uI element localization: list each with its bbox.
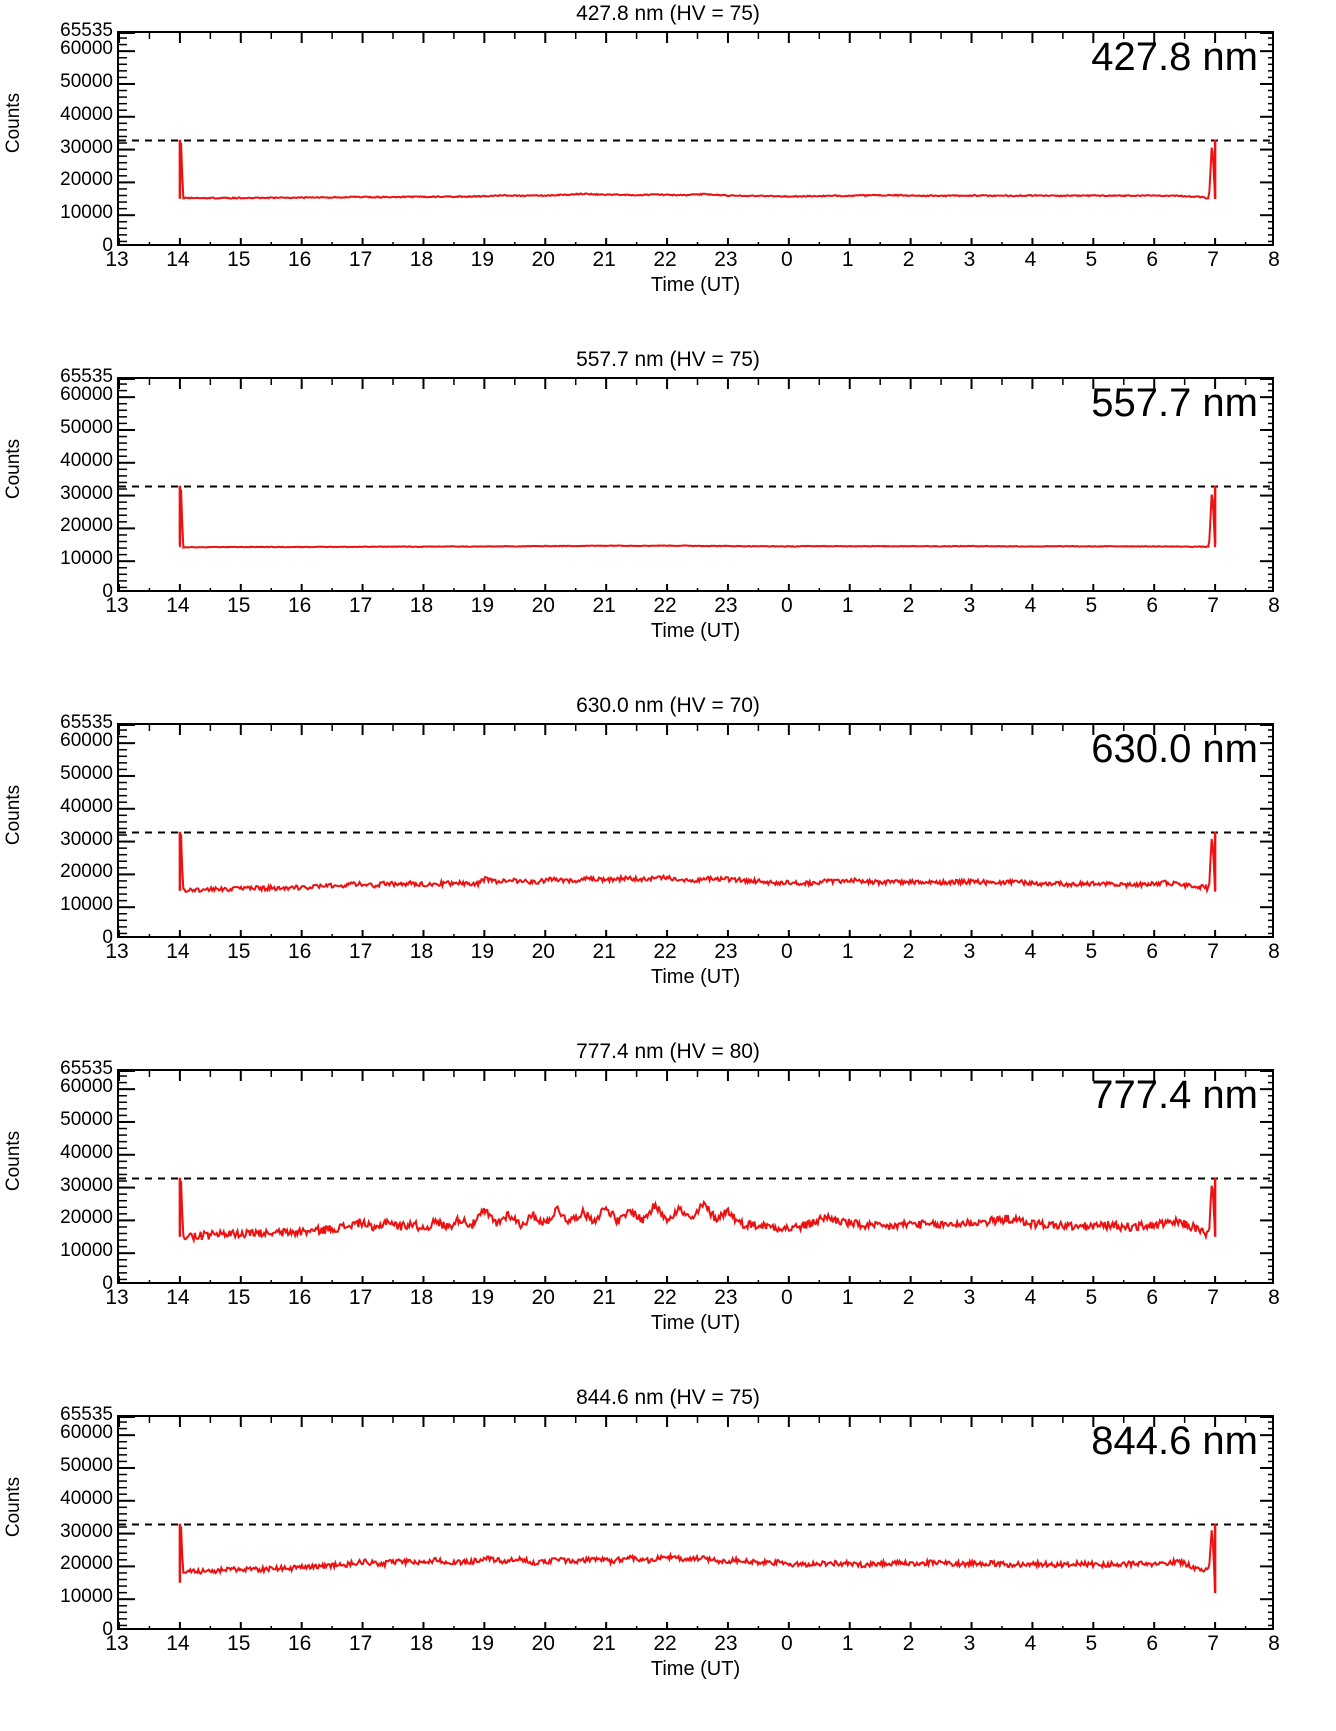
- y-axis-title-wrap: [3, 92, 26, 154]
- x-tick-label: 17: [348, 1286, 373, 1309]
- x-axis-title: Time (UT): [650, 1312, 741, 1334]
- y-tick-label: 50000: [60, 762, 113, 784]
- x-tick-label: 22: [653, 1632, 677, 1655]
- x-tick-label: 21: [592, 248, 616, 271]
- x-tick-label: 22: [653, 940, 677, 963]
- x-tick-label: 16: [287, 1286, 312, 1309]
- y-tick-label: 50000: [60, 1454, 113, 1476]
- x-tick-label: 14: [166, 594, 190, 617]
- x-tick-label: 2: [902, 1632, 915, 1655]
- x-tick-label: 14: [166, 1632, 190, 1655]
- y-tick-label: 10000: [60, 894, 113, 916]
- x-tick-label: 23: [714, 1286, 738, 1309]
- x-tick-label: 18: [409, 940, 434, 963]
- wavelength-annotation: 630.0 nm: [1091, 727, 1258, 771]
- x-tick-label: 14: [166, 940, 190, 963]
- y-tick-label: 65535: [60, 1058, 113, 1079]
- x-tick-label: 23: [714, 248, 738, 271]
- x-tick-label: 23: [714, 594, 738, 617]
- panel-title: 557.7 nm (HV = 75): [576, 348, 760, 371]
- y-axis-title-wrap: [3, 438, 26, 500]
- x-tick-label: 2: [902, 1286, 915, 1309]
- y-tick-label: 0: [102, 581, 113, 602]
- x-tick-label: 16: [287, 248, 312, 271]
- chart-panel: [0, 1038, 1336, 1384]
- x-tick-label: 7: [1207, 248, 1219, 271]
- y-tick-label: 30000: [60, 1174, 113, 1196]
- x-tick-label: 7: [1207, 940, 1219, 963]
- x-tick-label: 2: [902, 940, 915, 963]
- y-tick-label: 10000: [60, 548, 113, 570]
- panel-title: 777.4 nm (HV = 80): [576, 1040, 760, 1063]
- y-axis-title-wrap: [3, 784, 26, 846]
- data-line: [180, 1181, 1215, 1240]
- x-axis-title: Time (UT): [650, 274, 741, 296]
- x-tick-label: 19: [470, 594, 495, 617]
- x-tick-label: 0: [780, 1632, 793, 1655]
- y-tick-label: 40000: [60, 1141, 113, 1163]
- x-tick-label: 22: [653, 1286, 677, 1309]
- x-tick-label: 6: [1146, 940, 1159, 963]
- x-tick-label: 16: [287, 594, 312, 617]
- x-tick-label: 19: [470, 940, 495, 963]
- x-tick-label: 7: [1207, 594, 1219, 617]
- x-tick-label: 18: [409, 594, 434, 617]
- x-tick-label: 6: [1146, 248, 1159, 271]
- y-tick-label: 65535: [60, 1404, 113, 1425]
- data-line: [180, 834, 1215, 892]
- x-tick-label: 4: [1024, 940, 1037, 963]
- x-tick-label: 13: [105, 1632, 129, 1655]
- plot-frame: [117, 1069, 1274, 1284]
- x-tick-label: 16: [287, 940, 312, 963]
- x-tick-label: 19: [470, 248, 495, 271]
- x-tick-label: 20: [531, 248, 555, 271]
- x-tick-label: 18: [409, 1286, 434, 1309]
- y-tick-label: 30000: [60, 828, 113, 850]
- chart-panel: [0, 0, 1336, 346]
- x-tick-label: 4: [1024, 594, 1037, 617]
- y-tick-label: 20000: [60, 1553, 113, 1575]
- x-axis-ticks: [105, 248, 1280, 276]
- wavelength-annotation: 844.6 nm: [1091, 1419, 1258, 1463]
- y-axis-title-wrap: [3, 1476, 26, 1538]
- y-tick-label: 0: [102, 1619, 113, 1640]
- x-tick-label: 13: [105, 1286, 129, 1309]
- y-tick-label: 20000: [60, 861, 113, 883]
- wavelength-annotation: 777.4 nm: [1091, 1073, 1258, 1117]
- x-tick-label: 15: [227, 1632, 251, 1655]
- x-tick-label: 0: [780, 594, 793, 617]
- x-tick-label: 4: [1024, 1286, 1037, 1309]
- x-tick-label: 1: [841, 248, 854, 271]
- y-tick-label: 50000: [60, 70, 113, 92]
- x-tick-label: 2: [902, 248, 915, 271]
- wavelength-annotation: 427.8 nm: [1091, 35, 1258, 79]
- x-axis-title: Time (UT): [650, 966, 741, 988]
- x-axis-ticks: [105, 1632, 1280, 1660]
- x-tick-label: 18: [409, 248, 434, 271]
- y-axis-title: Counts: [3, 784, 24, 846]
- x-tick-label: 6: [1146, 1286, 1159, 1309]
- x-tick-label: 2: [902, 594, 915, 617]
- x-axis-ticks: [105, 594, 1280, 622]
- x-tick-label: 5: [1085, 594, 1098, 617]
- x-tick-label: 19: [470, 1632, 495, 1655]
- x-tick-label: 20: [531, 1286, 555, 1309]
- x-tick-label: 20: [531, 940, 555, 963]
- y-axis-title: Counts: [3, 1476, 24, 1538]
- x-tick-label: 14: [166, 1286, 190, 1309]
- plot-frame: [117, 377, 1274, 592]
- x-tick-label: 17: [348, 940, 373, 963]
- x-tick-label: 20: [531, 1632, 555, 1655]
- panel-title: 630.0 nm (HV = 70): [576, 694, 760, 717]
- y-tick-label: 0: [102, 927, 113, 948]
- y-tick-label: 0: [102, 1273, 113, 1294]
- x-tick-label: 3: [963, 248, 976, 271]
- y-tick-label: 60000: [60, 384, 113, 406]
- x-tick-label: 21: [592, 1286, 616, 1309]
- x-tick-label: 8: [1268, 1632, 1280, 1655]
- x-tick-label: 15: [227, 1286, 251, 1309]
- x-tick-label: 15: [227, 940, 251, 963]
- x-tick-label: 21: [592, 1632, 616, 1655]
- x-tick-label: 13: [105, 248, 129, 271]
- data-line: [180, 490, 1215, 548]
- y-tick-label: 40000: [60, 795, 113, 817]
- x-tick-label: 1: [841, 940, 854, 963]
- x-tick-label: 6: [1146, 1632, 1159, 1655]
- x-tick-label: 15: [227, 248, 251, 271]
- chart-panel: [0, 346, 1336, 692]
- x-axis-title: Time (UT): [650, 1658, 741, 1680]
- y-tick-label: 30000: [60, 1520, 113, 1542]
- y-tick-label: 60000: [60, 1422, 113, 1444]
- x-tick-label: 3: [963, 1632, 976, 1655]
- x-tick-label: 17: [348, 248, 373, 271]
- y-tick-label: 30000: [60, 136, 113, 158]
- x-tick-label: 23: [714, 940, 738, 963]
- x-tick-label: 3: [963, 594, 976, 617]
- y-tick-label: 60000: [60, 1076, 113, 1098]
- x-tick-label: 7: [1207, 1286, 1219, 1309]
- x-tick-label: 5: [1085, 1286, 1098, 1309]
- x-tick-label: 16: [287, 1632, 312, 1655]
- plot-frame: [117, 31, 1274, 246]
- x-tick-label: 23: [714, 1632, 738, 1655]
- chart-panel: [0, 1384, 1336, 1730]
- y-tick-label: 30000: [60, 482, 113, 504]
- x-tick-label: 15: [227, 594, 251, 617]
- x-tick-label: 17: [348, 594, 373, 617]
- panel-title: 427.8 nm (HV = 75): [576, 2, 760, 25]
- x-tick-label: 4: [1024, 1632, 1037, 1655]
- y-tick-label: 65535: [60, 20, 113, 41]
- x-axis-ticks: [105, 940, 1280, 968]
- x-tick-label: 22: [653, 248, 677, 271]
- x-tick-label: 19: [470, 1286, 495, 1309]
- x-tick-label: 4: [1024, 248, 1037, 271]
- y-tick-label: 0: [102, 235, 113, 256]
- y-tick-label: 65535: [60, 366, 113, 387]
- y-tick-label: 10000: [60, 1586, 113, 1608]
- x-tick-label: 7: [1207, 1632, 1219, 1655]
- y-axis-title: Counts: [3, 92, 24, 154]
- plot-frame: [117, 723, 1274, 938]
- wavelength-annotation: 557.7 nm: [1091, 381, 1258, 425]
- x-tick-label: 3: [963, 940, 976, 963]
- x-tick-label: 5: [1085, 248, 1098, 271]
- x-tick-label: 20: [531, 594, 555, 617]
- y-tick-label: 60000: [60, 38, 113, 60]
- panel-title: 844.6 nm (HV = 75): [576, 1386, 760, 1409]
- x-tick-label: 0: [780, 248, 793, 271]
- x-tick-label: 8: [1268, 248, 1280, 271]
- x-tick-label: 14: [166, 248, 190, 271]
- x-tick-label: 22: [653, 594, 677, 617]
- plot-frame: [117, 1415, 1274, 1630]
- x-tick-label: 13: [105, 594, 129, 617]
- y-axis-title: Counts: [3, 1130, 24, 1192]
- x-tick-label: 18: [409, 1632, 434, 1655]
- y-tick-label: 40000: [60, 103, 113, 125]
- y-tick-label: 10000: [60, 202, 113, 224]
- y-tick-label: 10000: [60, 1240, 113, 1262]
- x-tick-label: 8: [1268, 940, 1280, 963]
- y-tick-label: 40000: [60, 1487, 113, 1509]
- y-tick-label: 65535: [60, 712, 113, 733]
- y-axis-title: Counts: [3, 438, 24, 500]
- x-tick-label: 1: [841, 1632, 854, 1655]
- data-line: [180, 143, 1215, 199]
- y-tick-label: 20000: [60, 515, 113, 537]
- chart-panel: [0, 692, 1336, 1038]
- x-tick-label: 21: [592, 940, 616, 963]
- data-line: [180, 1527, 1215, 1594]
- x-axis-title: Time (UT): [650, 620, 741, 642]
- x-axis-ticks: [105, 1286, 1280, 1314]
- x-tick-label: 8: [1268, 1286, 1280, 1309]
- y-tick-label: 40000: [60, 449, 113, 471]
- y-tick-label: 60000: [60, 730, 113, 752]
- y-tick-label: 20000: [60, 1207, 113, 1229]
- x-tick-label: 21: [592, 594, 616, 617]
- x-tick-label: 1: [841, 1286, 854, 1309]
- x-tick-label: 5: [1085, 1632, 1098, 1655]
- y-tick-label: 50000: [60, 1108, 113, 1130]
- x-tick-label: 0: [780, 940, 793, 963]
- x-tick-label: 1: [841, 594, 854, 617]
- x-tick-label: 5: [1085, 940, 1098, 963]
- x-tick-label: 6: [1146, 594, 1159, 617]
- x-tick-label: 13: [105, 940, 129, 963]
- x-tick-label: 8: [1268, 594, 1280, 617]
- x-tick-label: 3: [963, 1286, 976, 1309]
- y-tick-label: 50000: [60, 416, 113, 438]
- x-tick-label: 0: [780, 1286, 793, 1309]
- y-tick-label: 20000: [60, 169, 113, 191]
- y-axis-title-wrap: [3, 1130, 26, 1192]
- x-tick-label: 17: [348, 1632, 373, 1655]
